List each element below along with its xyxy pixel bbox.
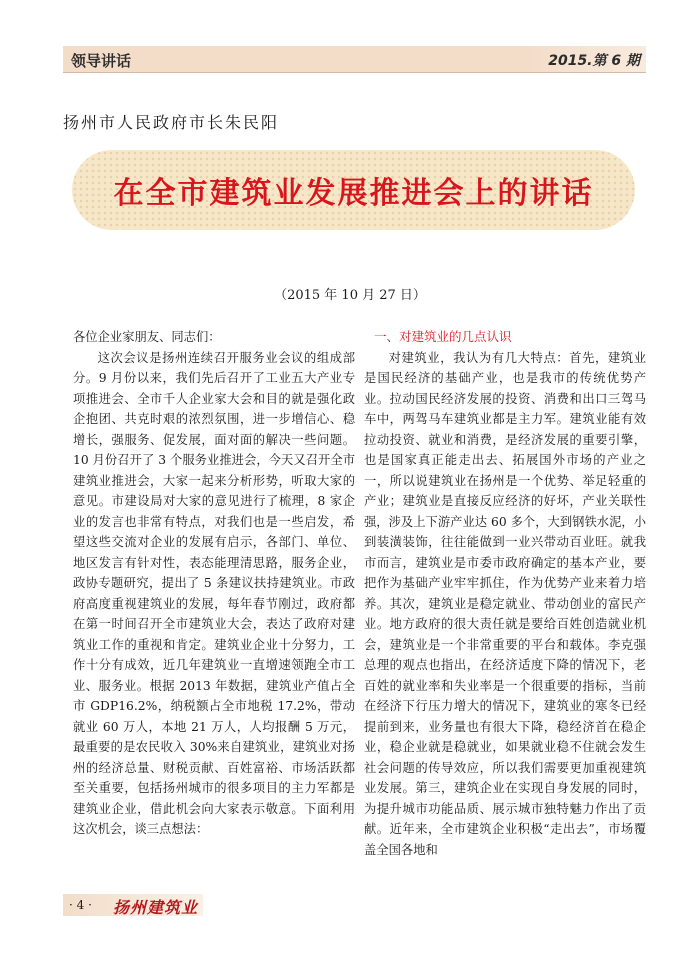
page-footer bbox=[63, 894, 203, 916]
right-column bbox=[364, 327, 646, 860]
section-label: 领导讲话 bbox=[71, 52, 132, 70]
magazine-brand: 扬州建筑业 bbox=[113, 898, 199, 917]
section-heading: 一、对建筑业的几点认识 bbox=[374, 329, 512, 344]
speaker-line: 扬州市人民政府市长朱民阳 bbox=[63, 113, 280, 132]
left-column bbox=[73, 327, 355, 840]
page-number: · 4 · bbox=[69, 898, 92, 912]
article-title: 在全市建筑业发展推进会上的讲话 bbox=[113, 176, 594, 211]
body-paragraph: 对建筑业，我认为有几大特点：首先，建筑业是国民经济的基础产业，也是我市的传统优势产业。拉动国民经济发展的投资、消费和出口三驾马车中，两驾马车建筑业都是主力军。建筑业能有效拉动投资、就业和消费，是经济发展的重要引擎，也是国家真正能走出去、拓展国外市场的产业之一，所以说建筑业在扬州是一个优势、举足轻重的产业；建筑业是直接反应经济的好坏，产业关联性强，涉及上下游产业达 60 多个，大到钢铁水泥，小到装潢装饰，往往能做到一业兴带动百业旺。就我市而言，建筑业是市委市政府确定的基本产业，要把作为基础产业牢牢抓住，作为优势产业来着力培养。其次，建筑业是稳定就业、带动创业的富民产业。地方政府的很大责任就是要给百姓创造就业机会，建筑业是一个非常重要的平台和载体。李克强总理的观点也指出，在经济适度下降的情况下，老百姓的就业率和失业率是一个很重要的指标，当前在经济下行压力增大的情况下，建筑业的寒冬已经提前到来，业务量也有很大下降，稳经济首在稳企业，稳企业就是稳就业，如果就业稳不住就会发生社会问题的传导效应，所以我们需要更加重视建筑业发展。第三，建筑企业在实现自身发展的同时，为提升城市功能品质、展示城市独特魅力作出了贡献。近年来，全市建筑企业积极“走出去”，市场覆盖全国各地和 bbox=[364, 350, 646, 857]
issue-label: 2015.第 6 期 bbox=[548, 53, 640, 69]
title-banner bbox=[72, 150, 635, 230]
running-header bbox=[63, 46, 646, 73]
body-paragraph: 这次会议是扬州连续召开服务业会议的组成部分。9 月份以来，我们先后召开了工业五大产业专项推进会、全市千人企业家大会和目的就是强化政企抱团、共克时艰的浓烈氛围，进一步增信心、稳增长，强服务、促发展，面对面的解决一些问题。10 月份召开了 3 个服务业推进会，今天又召开全市建筑业推进会，大家一起来分析形势，听取大家的意见。市建设局对大家的意见进行了梳理，8 家企业的发言也非常有特点，对我们也是一些启发，希望这些交流对企业的发展有启示，各部门、单位、地区发言有针对性，表态能理清思路，服务企业，政协专题研究，提出了 5 条建议扶持建筑业。市政府高度重视建筑业的发展，每年春节刚过，政府都在第一时间召开全市建筑业大会，表达了政府对建筑业工作的重视和肯定。建筑业企业十分努力，工作十分有成效，近几年建筑业一直增速领跑全市工业、服务业。根据 2013 年数据，建筑业产值占全市 GDP16.2%，纳税额占全市地税 17.2%，带动就业 60 万人，本地 21 万人，人均报酬 5 万元，最重要的是农民收入 30%来自建筑业，建筑业对扬州的经济总量、财税贡献、百姓富裕、市场活跃都至关重要，包括扬州城市的很多项目的主力军都是建筑业企业，借此机会向大家表示敬意。下面利用这次机会，谈三点想法： bbox=[73, 350, 355, 836]
greeting: 各位企业家朋友、同志们： bbox=[73, 330, 221, 344]
speech-date: （2015 年 10 月 27 日） bbox=[274, 288, 426, 303]
